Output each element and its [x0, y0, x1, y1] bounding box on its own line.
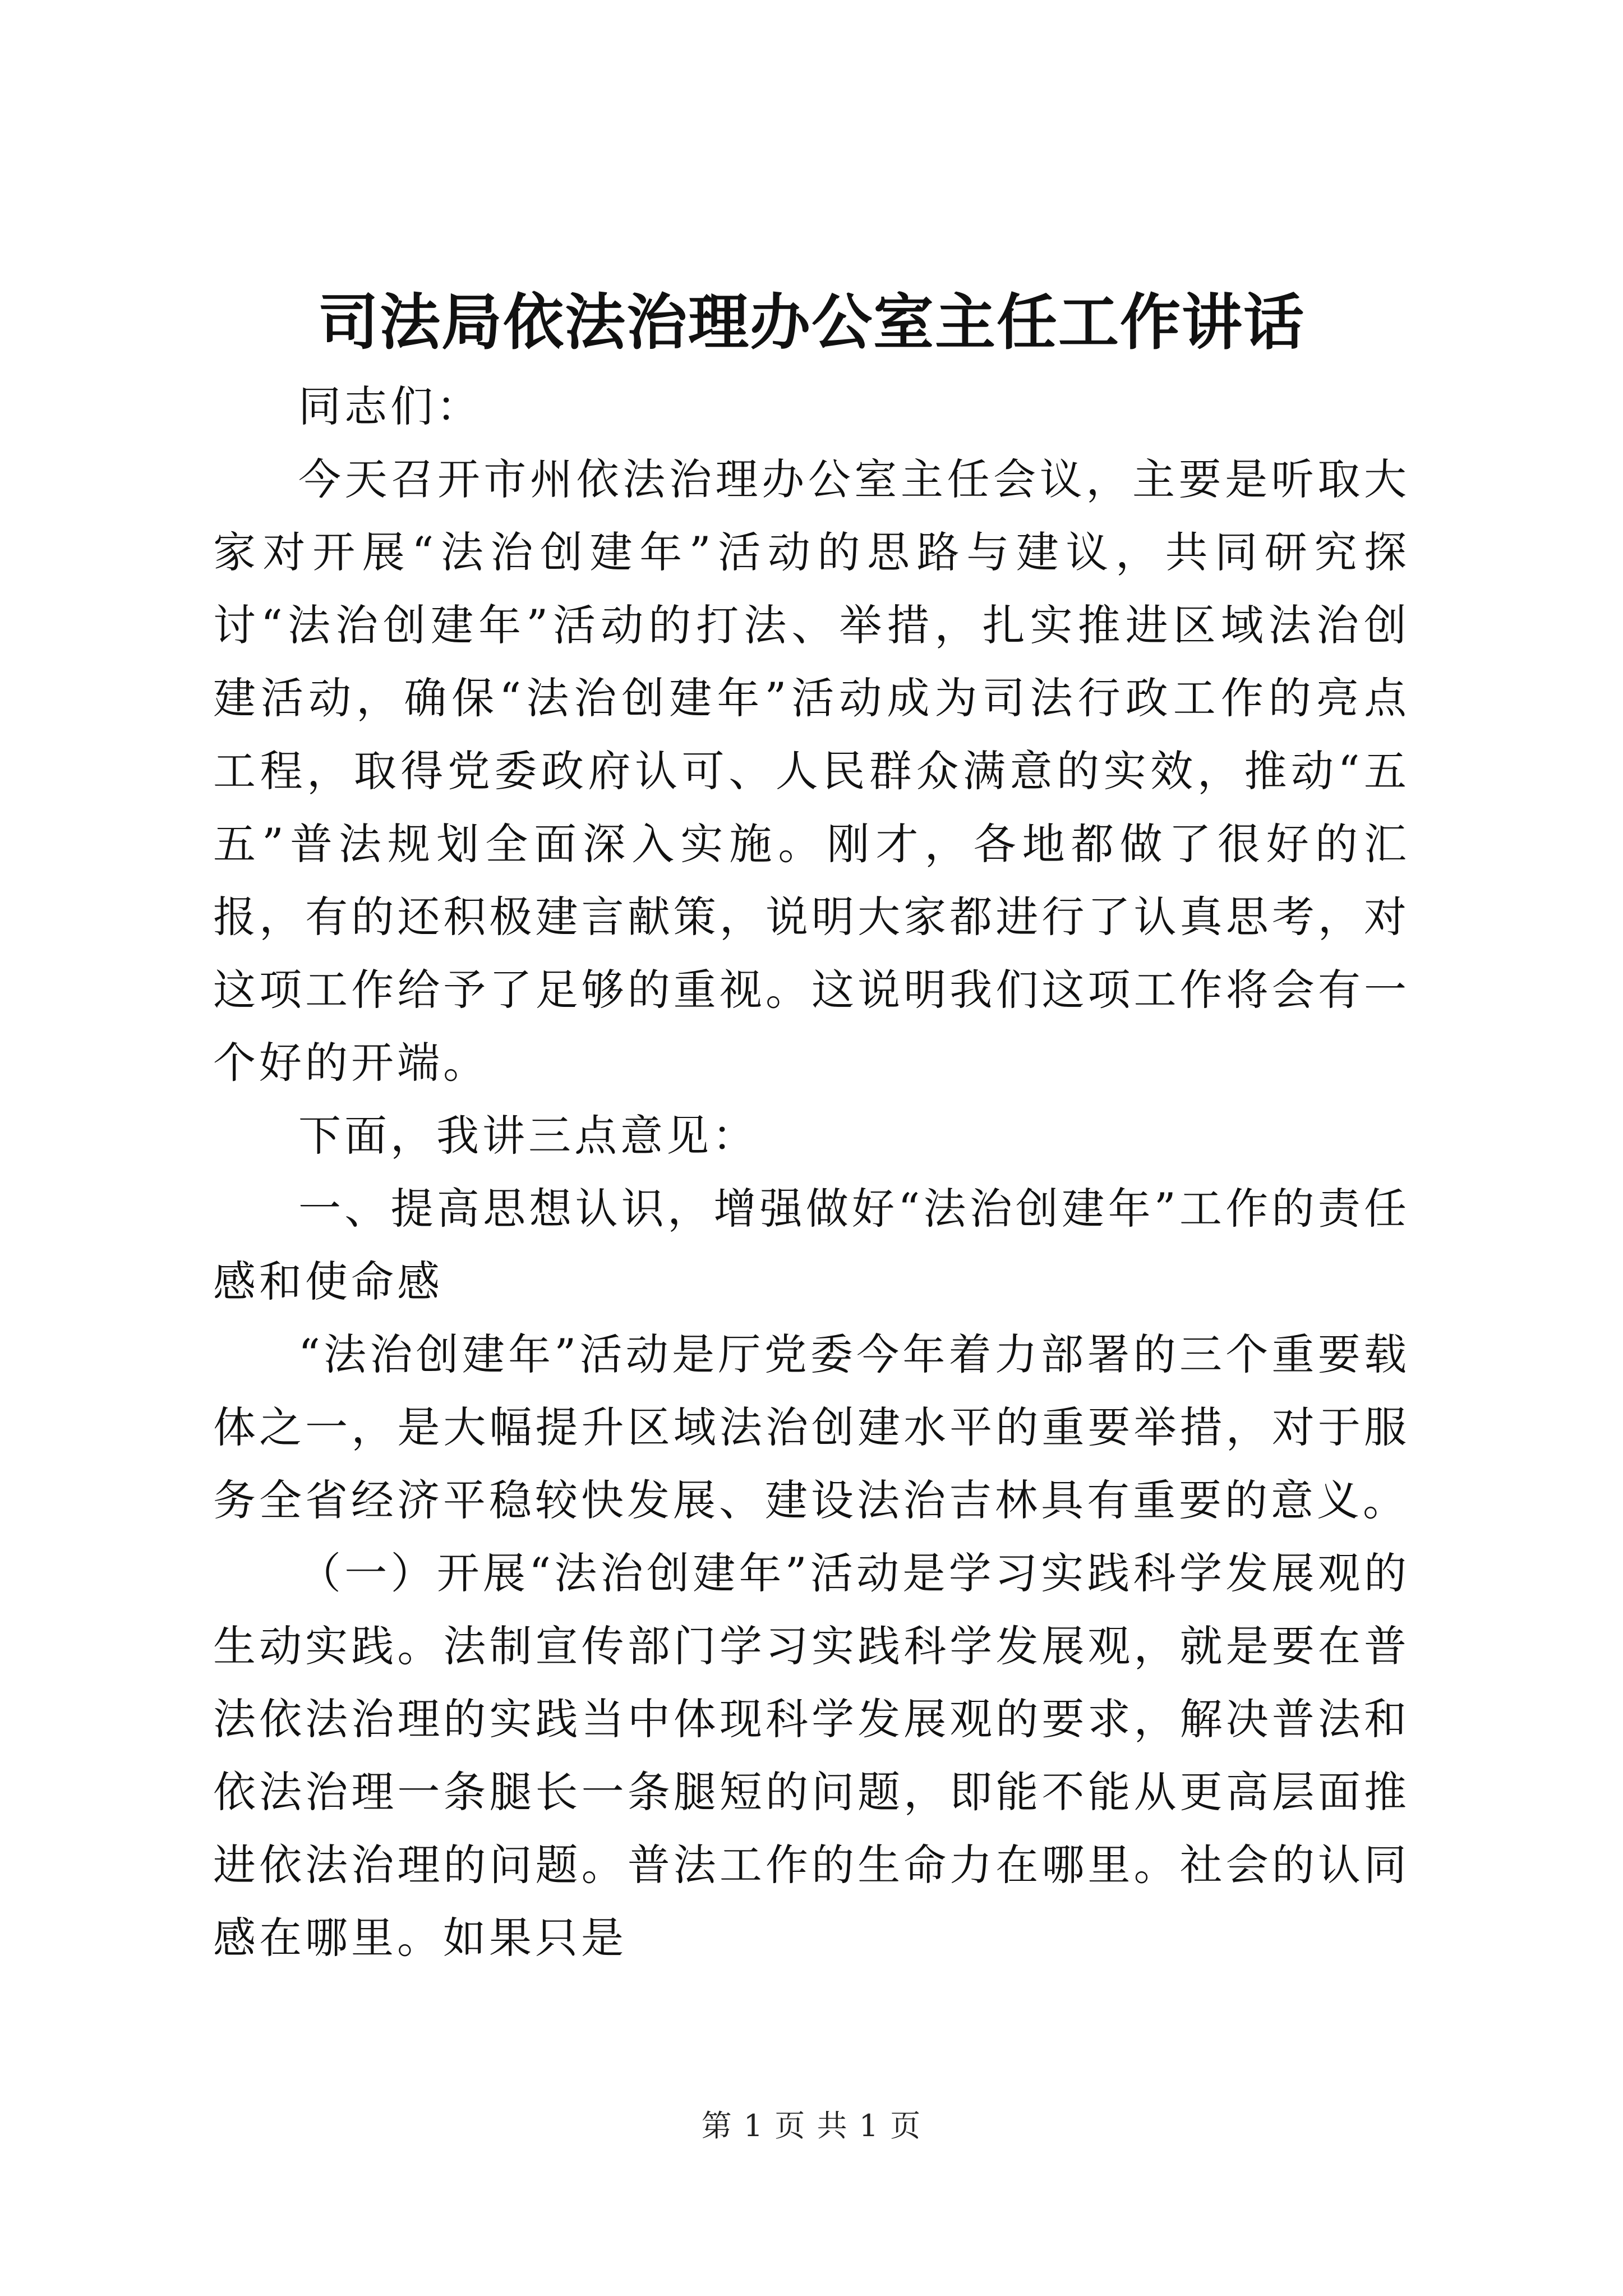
salutation-paragraph: 同志们： [298, 381, 482, 431]
body-paragraph: 今天召开市州依法治理办公室主任会议，主要是听取大家对开展“法治创建年”活动的思路与建议，共同研究探讨“法治创建年”活动的打法、举措，扎实推进区域法治创建活动，确保“法治创建年”活动成为司法行政工作的亮点工程，取得党委政府认可、人民群众满意的实效，推动“五五”普法规划全面深入实施。刚才，各地都做了很好的汇报，有的还积极建言献策，说明大家都进行了认真思考，对这项工作给予了足够的重视。这说明我们这项工作将会有一个好的开端。 [213, 454, 1410, 1088]
page-footer: 第 1 页 共 1 页 [701, 2108, 922, 2143]
section-heading: 一、提高思想认识，增强做好“法治创建年”工作的责任感和使命感 [213, 1184, 1410, 1306]
document-body [213, 370, 1410, 1975]
document-title: 司法局依法治理办公室主任工作讲话 [317, 287, 1305, 358]
body-paragraph: 下面，我讲三点意见： [298, 1111, 758, 1161]
body-paragraph: （一）开展“法治创建年”活动是学习实践科学发展观的生动实践。法制宣传部门学习实践科学发展观，就是要在普法依法治理的实践当中体现科学发展观的要求，解决普法和依法治理一条腿长一条腿短的问题，即能不能从更高层面推进依法治理的问题。普法工作的生命力在哪里。社会的认同感在哪里。如果只是 [213, 1548, 1410, 1963]
body-paragraph: “法治创建年”活动是厅党委今年着力部署的三个重要载体之一，是大幅提升区域法治创建水平的重要举措，对于服务全省经济平稳较快发展、建设法治吉林具有重要的意义。 [213, 1329, 1410, 1525]
